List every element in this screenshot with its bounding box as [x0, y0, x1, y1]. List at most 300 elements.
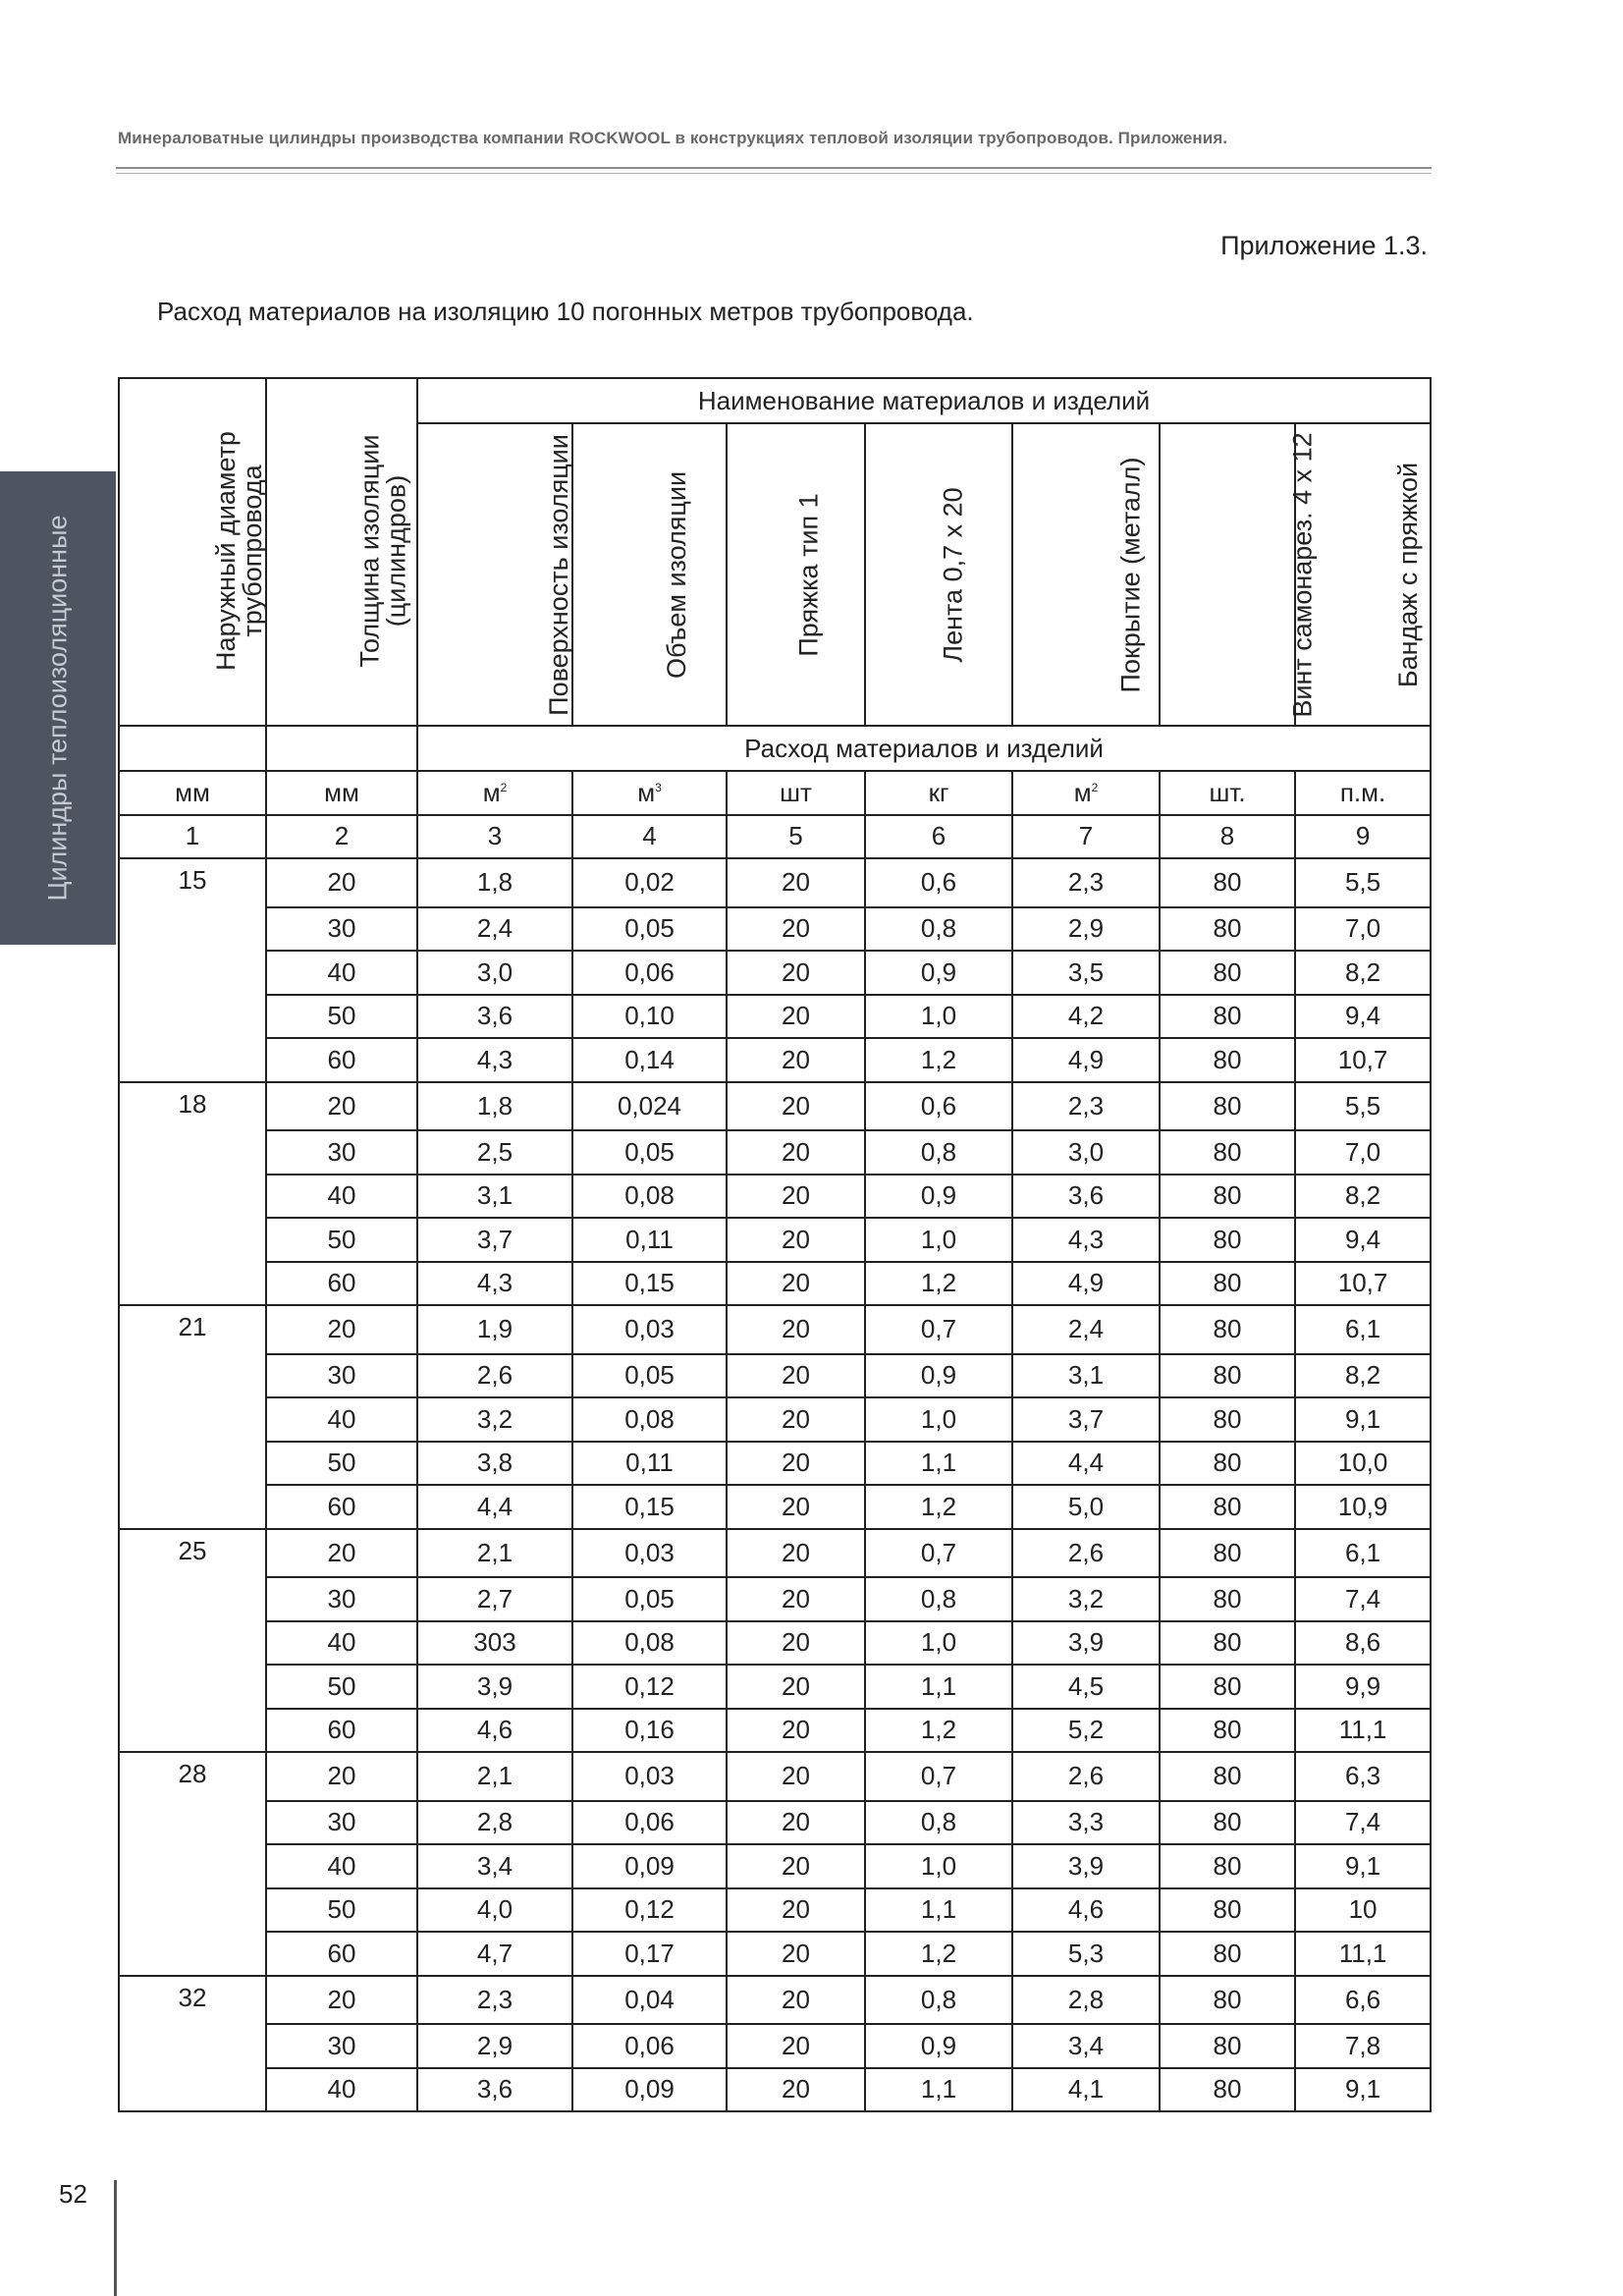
value-cell: 80: [1160, 1305, 1295, 1354]
header-blank-1: [119, 726, 266, 771]
value-cell: 8,2: [1295, 1175, 1431, 1219]
value-cell: 7,4: [1295, 1577, 1431, 1621]
diameter-cell: [119, 2024, 266, 2068]
value-cell: 6,1: [1295, 1305, 1431, 1354]
value-cell: 2,8: [417, 1801, 572, 1845]
value-cell: 1,2: [865, 1262, 1012, 1306]
value-cell: 30: [266, 1354, 417, 1398]
value-cell: 40: [266, 1397, 417, 1442]
column-number-cell: 2: [266, 815, 417, 859]
value-cell: 3,3: [1012, 1801, 1160, 1845]
value-cell: 303: [417, 1621, 572, 1666]
value-cell: 20: [266, 1305, 417, 1354]
table-row: [119, 1801, 1431, 1845]
value-cell: 0,06: [572, 1801, 727, 1845]
value-cell: 30: [266, 2024, 417, 2068]
value-cell: 20: [727, 1175, 865, 1219]
materials-table: [118, 377, 1432, 2112]
table-row: [119, 1932, 1431, 1976]
value-cell: 3,0: [1012, 1130, 1160, 1175]
value-cell: 20: [266, 1752, 417, 1801]
value-cell: 20: [727, 951, 865, 995]
value-cell: 4,7: [417, 1932, 572, 1976]
value-cell: 80: [1160, 1218, 1295, 1262]
value-cell: 1,8: [417, 1082, 572, 1131]
value-cell: 5,2: [1012, 1709, 1160, 1753]
value-cell: 1,1: [865, 1888, 1012, 1933]
value-cell: 80: [1160, 995, 1295, 1039]
value-cell: 2,1: [417, 1529, 572, 1578]
table-row: [119, 2068, 1431, 2112]
value-cell: 80: [1160, 1888, 1295, 1933]
value-cell: 0,8: [865, 1577, 1012, 1621]
value-cell: 4,3: [417, 1038, 572, 1082]
value-cell: 20: [266, 858, 417, 907]
value-cell: 40: [266, 1844, 417, 1888]
header-rule: [116, 167, 1432, 169]
value-cell: 3,9: [417, 1665, 572, 1709]
value-cell: 20: [727, 995, 865, 1039]
value-cell: 4,2: [1012, 995, 1160, 1039]
value-cell: 3,1: [1012, 1354, 1160, 1398]
value-cell: 80: [1160, 1038, 1295, 1082]
table-row: [119, 907, 1431, 952]
value-cell: 80: [1160, 1397, 1295, 1442]
column-number-cell: 3: [417, 815, 572, 859]
header-rule-thin: [116, 173, 1432, 174]
value-cell: 11,1: [1295, 1709, 1431, 1753]
appendix-label: Приложение 1.3.: [1220, 231, 1428, 260]
table-row: [119, 2024, 1431, 2068]
value-cell: 4,4: [417, 1485, 572, 1529]
value-cell: 0,10: [572, 995, 727, 1039]
header-blank-2: [266, 726, 417, 771]
value-cell: 20: [727, 1262, 865, 1306]
table-row: [119, 1529, 1431, 1578]
value-cell: 9,1: [1295, 1397, 1431, 1442]
table-row: [119, 951, 1431, 995]
page-number-bar: [114, 2180, 117, 2296]
group-header: Наименование материалов и изделий: [417, 378, 1431, 423]
value-cell: 0,14: [572, 1038, 727, 1082]
value-cell: 60: [266, 1932, 417, 1976]
value-cell: 80: [1160, 2068, 1295, 2112]
diameter-cell: 25: [119, 1529, 266, 1578]
diameter-cell: [119, 1577, 266, 1621]
value-cell: 0,8: [865, 1130, 1012, 1175]
value-cell: 80: [1160, 951, 1295, 995]
unit-cell: кг: [865, 771, 1012, 815]
value-cell: 0,02: [572, 858, 727, 907]
value-cell: 2,4: [417, 907, 572, 952]
value-cell: 80: [1160, 1175, 1295, 1219]
diameter-cell: [119, 1262, 266, 1306]
diameter-cell: 32: [119, 1976, 266, 2025]
value-cell: 1,2: [865, 1709, 1012, 1753]
header-tape: Лента 0,7 х 20: [865, 423, 1012, 726]
unit-cell: $м^3$: [572, 771, 727, 815]
value-cell: 2,5: [417, 1130, 572, 1175]
table-row: [119, 1976, 1431, 2025]
unit-cell: мм: [119, 771, 266, 815]
diameter-cell: [119, 1621, 266, 1666]
table-row: [119, 1888, 1431, 1933]
running-header: Минераловатные цилиндры производства компании ROCKWOOL в конструкциях тепловой изоляции трубопроводов. Приложения.: [118, 129, 1228, 147]
value-cell: 20: [727, 2068, 865, 2112]
value-cell: 2,8: [1012, 1976, 1160, 2025]
diameter-cell: [119, 1844, 266, 1888]
diameter-cell: [119, 1218, 266, 1262]
diameter-cell: [119, 1888, 266, 1933]
value-cell: 80: [1160, 1442, 1295, 1486]
diameter-cell: 15: [119, 858, 266, 907]
value-cell: 3,0: [417, 951, 572, 995]
value-cell: 20: [266, 1976, 417, 2025]
value-cell: 4,9: [1012, 1038, 1160, 1082]
column-number-cell: 5: [727, 815, 865, 859]
table-row: [119, 1665, 1431, 1709]
value-cell: 20: [727, 1397, 865, 1442]
value-cell: 2,9: [1012, 907, 1160, 952]
value-cell: 0,16: [572, 1709, 727, 1753]
value-cell: 0,11: [572, 1442, 727, 1486]
value-cell: 2,4: [1012, 1305, 1160, 1354]
header-diameter-line2: трубопровода: [237, 465, 267, 637]
table-row: [119, 995, 1431, 1039]
value-cell: 20: [727, 1976, 865, 2025]
table-row: [119, 1130, 1431, 1175]
unit-cell: п.м.: [1295, 771, 1431, 815]
value-cell: 80: [1160, 2024, 1295, 2068]
value-cell: 0,9: [865, 2024, 1012, 2068]
value-cell: 20: [727, 1665, 865, 1709]
value-cell: 1,1: [865, 1665, 1012, 1709]
diameter-cell: [119, 951, 266, 995]
table-row: [119, 1175, 1431, 1219]
value-cell: 0,05: [572, 1354, 727, 1398]
value-cell: 1,1: [865, 2068, 1012, 2112]
diameter-cell: [119, 1175, 266, 1219]
diameter-cell: [119, 1397, 266, 1442]
diameter-cell: [119, 995, 266, 1039]
value-cell: 7,4: [1295, 1801, 1431, 1845]
value-cell: 30: [266, 1130, 417, 1175]
consumption-header: Расход материалов и изделий: [417, 726, 1431, 771]
value-cell: 0,04: [572, 1976, 727, 2025]
value-cell: 1,2: [865, 1038, 1012, 1082]
value-cell: 20: [266, 1529, 417, 1578]
column-number-cell: 9: [1295, 815, 1431, 859]
value-cell: 20: [727, 1752, 865, 1801]
value-cell: 10,0: [1295, 1442, 1431, 1486]
value-cell: 0,08: [572, 1621, 727, 1666]
unit-cell: $м^2$: [1012, 771, 1160, 815]
units-row: [119, 771, 1431, 815]
value-cell: 6,1: [1295, 1529, 1431, 1578]
table-row: [119, 1354, 1431, 1398]
value-cell: 0,15: [572, 1262, 727, 1306]
value-cell: 50: [266, 1442, 417, 1486]
value-cell: 0,08: [572, 1397, 727, 1442]
table-row: [119, 1442, 1431, 1486]
unit-cell: $м^2$: [417, 771, 572, 815]
value-cell: 40: [266, 1175, 417, 1219]
value-cell: 0,05: [572, 1577, 727, 1621]
column-number-cell: 8: [1160, 815, 1295, 859]
value-cell: 20: [727, 1485, 865, 1529]
value-cell: 6,6: [1295, 1976, 1431, 2025]
value-cell: 80: [1160, 1976, 1295, 2025]
value-cell: 20: [727, 1082, 865, 1131]
header-diameter-line1: Наружный диаметр: [210, 431, 241, 671]
value-cell: 60: [266, 1262, 417, 1306]
value-cell: 10,7: [1295, 1038, 1431, 1082]
value-cell: 0,8: [865, 1801, 1012, 1845]
value-cell: 20: [727, 1218, 865, 1262]
value-cell: 2,9: [417, 2024, 572, 2068]
value-cell: 20: [727, 1801, 865, 1845]
value-cell: 0,09: [572, 1844, 727, 1888]
value-cell: 0,7: [865, 1305, 1012, 1354]
value-cell: 2,3: [417, 1976, 572, 2025]
value-cell: 3,4: [417, 1844, 572, 1888]
diameter-cell: [119, 1709, 266, 1753]
value-cell: 1,0: [865, 1844, 1012, 1888]
unit-cell: шт.: [1160, 771, 1295, 815]
value-cell: 3,6: [417, 995, 572, 1039]
header-buckle: Пряжка тип 1: [727, 423, 865, 726]
value-cell: 9,9: [1295, 1665, 1431, 1709]
value-cell: 40: [266, 1621, 417, 1666]
value-cell: 3,2: [417, 1397, 572, 1442]
value-cell: 30: [266, 1801, 417, 1845]
unit-cell: мм: [266, 771, 417, 815]
value-cell: 20: [727, 858, 865, 907]
value-cell: 0,05: [572, 907, 727, 952]
value-cell: 80: [1160, 1262, 1295, 1306]
table-row: [119, 858, 1431, 907]
value-cell: 80: [1160, 1665, 1295, 1709]
value-cell: 10,7: [1295, 1262, 1431, 1306]
value-cell: 3,8: [417, 1442, 572, 1486]
value-cell: 80: [1160, 1844, 1295, 1888]
value-cell: 3,7: [417, 1218, 572, 1262]
value-cell: 8,6: [1295, 1621, 1431, 1666]
value-cell: 1,2: [865, 1932, 1012, 1976]
value-cell: 0,6: [865, 858, 1012, 907]
value-cell: 80: [1160, 1577, 1295, 1621]
header-surface: Поверхность изоляции: [417, 423, 572, 726]
value-cell: 0,03: [572, 1529, 727, 1578]
header-volume: Объем изоляции: [572, 423, 727, 726]
value-cell: 20: [727, 1354, 865, 1398]
value-cell: 0,9: [865, 1175, 1012, 1219]
value-cell: 0,03: [572, 1305, 727, 1354]
column-number-cell: 7: [1012, 815, 1160, 859]
value-cell: 0,12: [572, 1888, 727, 1933]
value-cell: 0,7: [865, 1752, 1012, 1801]
value-cell: 20: [727, 2024, 865, 2068]
value-cell: 30: [266, 907, 417, 952]
value-cell: 4,1: [1012, 2068, 1160, 2112]
value-cell: 3,9: [1012, 1621, 1160, 1666]
value-cell: 8,2: [1295, 1354, 1431, 1398]
value-cell: 5,0: [1012, 1485, 1160, 1529]
value-cell: 20: [266, 1082, 417, 1131]
value-cell: 20: [727, 1442, 865, 1486]
value-cell: 3,5: [1012, 951, 1160, 995]
value-cell: 5,5: [1295, 858, 1431, 907]
value-cell: 20: [727, 1932, 865, 1976]
value-cell: 1,0: [865, 995, 1012, 1039]
value-cell: 80: [1160, 1354, 1295, 1398]
value-cell: 4,6: [417, 1709, 572, 1753]
diameter-cell: [119, 1665, 266, 1709]
table-caption: Расход материалов на изоляцию 10 погонных метров трубопровода.: [157, 297, 974, 326]
value-cell: 2,1: [417, 1752, 572, 1801]
value-cell: 2,7: [417, 1577, 572, 1621]
value-cell: 1,0: [865, 1218, 1012, 1262]
table-row: [119, 1038, 1431, 1082]
value-cell: 0,9: [865, 1354, 1012, 1398]
header-thickness-line1: Толщина изоляции: [354, 434, 385, 668]
value-cell: 20: [727, 1577, 865, 1621]
value-cell: 40: [266, 2068, 417, 2112]
value-cell: 1,0: [865, 1397, 1012, 1442]
value-cell: 2,6: [1012, 1752, 1160, 1801]
value-cell: 0,7: [865, 1529, 1012, 1578]
value-cell: 4,4: [1012, 1442, 1160, 1486]
value-cell: 50: [266, 1665, 417, 1709]
value-cell: 9,4: [1295, 995, 1431, 1039]
value-cell: 0,6: [865, 1082, 1012, 1131]
value-cell: 4,6: [1012, 1888, 1160, 1933]
value-cell: 80: [1160, 1529, 1295, 1578]
value-cell: 7,8: [1295, 2024, 1431, 2068]
value-cell: 11,1: [1295, 1932, 1431, 1976]
value-cell: 4,0: [417, 1888, 572, 1933]
table-row: [119, 1709, 1431, 1753]
value-cell: 1,8: [417, 858, 572, 907]
value-cell: 10,9: [1295, 1485, 1431, 1529]
value-cell: 3,9: [1012, 1844, 1160, 1888]
unit-cell: шт: [727, 771, 865, 815]
diameter-cell: [119, 1801, 266, 1845]
value-cell: 0,8: [865, 907, 1012, 952]
value-cell: 20: [727, 1305, 865, 1354]
header-thickness-line2: (цилиндров): [381, 474, 411, 628]
table-row: [119, 1397, 1431, 1442]
value-cell: 10: [1295, 1888, 1431, 1933]
value-cell: 7,0: [1295, 1130, 1431, 1175]
table-row: [119, 1262, 1431, 1306]
column-numbers-row: [119, 815, 1431, 859]
diameter-cell: 21: [119, 1305, 266, 1354]
value-cell: 60: [266, 1709, 417, 1753]
diameter-cell: [119, 1354, 266, 1398]
side-section-tab: [0, 471, 116, 945]
value-cell: 60: [266, 1485, 417, 1529]
page-number: 52: [59, 2179, 87, 2209]
diameter-cell: [119, 1442, 266, 1486]
diameter-cell: [119, 1485, 266, 1529]
value-cell: 20: [727, 1130, 865, 1175]
value-cell: 3,2: [1012, 1577, 1160, 1621]
value-cell: 0,08: [572, 1175, 727, 1219]
value-cell: 6,3: [1295, 1752, 1431, 1801]
value-cell: 0,17: [572, 1932, 727, 1976]
value-cell: 0,15: [572, 1485, 727, 1529]
value-cell: 0,12: [572, 1665, 727, 1709]
value-cell: 80: [1160, 1709, 1295, 1753]
value-cell: 2,3: [1012, 858, 1160, 907]
value-cell: 4,3: [1012, 1218, 1160, 1262]
value-cell: 0,06: [572, 951, 727, 995]
value-cell: 20: [727, 907, 865, 952]
table-row: [119, 1305, 1431, 1354]
diameter-cell: [119, 1038, 266, 1082]
column-number-cell: 1: [119, 815, 266, 859]
value-cell: 0,03: [572, 1752, 727, 1801]
value-cell: 20: [727, 1038, 865, 1082]
value-cell: 60: [266, 1038, 417, 1082]
value-cell: 50: [266, 995, 417, 1039]
value-cell: 0,024: [572, 1082, 727, 1131]
diameter-cell: [119, 907, 266, 952]
value-cell: 0,9: [865, 951, 1012, 995]
table-row: [119, 1844, 1431, 1888]
value-cell: 80: [1160, 1130, 1295, 1175]
value-cell: 50: [266, 1218, 417, 1262]
header-diameter: [119, 378, 266, 726]
value-cell: 1,0: [865, 1621, 1012, 1666]
value-cell: 0,11: [572, 1218, 727, 1262]
value-cell: 4,3: [417, 1262, 572, 1306]
value-cell: 20: [727, 1621, 865, 1666]
value-cell: 40: [266, 951, 417, 995]
value-cell: 80: [1160, 1801, 1295, 1845]
value-cell: 9,4: [1295, 1218, 1431, 1262]
value-cell: 3,6: [417, 2068, 572, 2112]
side-tab-label: Цилиндры теплоизоляционные: [42, 515, 73, 902]
table-row: [119, 1577, 1431, 1621]
value-cell: 9,1: [1295, 2068, 1431, 2112]
table-row: [119, 1485, 1431, 1529]
table-row: [119, 1752, 1431, 1801]
value-cell: 30: [266, 1577, 417, 1621]
value-cell: 50: [266, 1888, 417, 1933]
diameter-cell: 28: [119, 1752, 266, 1801]
value-cell: 80: [1160, 1621, 1295, 1666]
diameter-cell: [119, 1932, 266, 1976]
value-cell: 2,6: [1012, 1529, 1160, 1578]
value-cell: 3,7: [1012, 1397, 1160, 1442]
diameter-cell: [119, 1130, 266, 1175]
value-cell: 2,3: [1012, 1082, 1160, 1131]
value-cell: 4,5: [1012, 1665, 1160, 1709]
value-cell: 80: [1160, 1932, 1295, 1976]
value-cell: 9,1: [1295, 1844, 1431, 1888]
header-bandage: Бандаж с пряжкой: [1295, 423, 1431, 726]
value-cell: 0,09: [572, 2068, 727, 2112]
value-cell: 2,6: [417, 1354, 572, 1398]
value-cell: 3,1: [417, 1175, 572, 1219]
column-number-cell: 4: [572, 815, 727, 859]
header-cover: Покрытие (металл): [1012, 423, 1160, 726]
column-number-cell: 6: [865, 815, 1012, 859]
table-row: [119, 1082, 1431, 1131]
value-cell: 5,3: [1012, 1932, 1160, 1976]
